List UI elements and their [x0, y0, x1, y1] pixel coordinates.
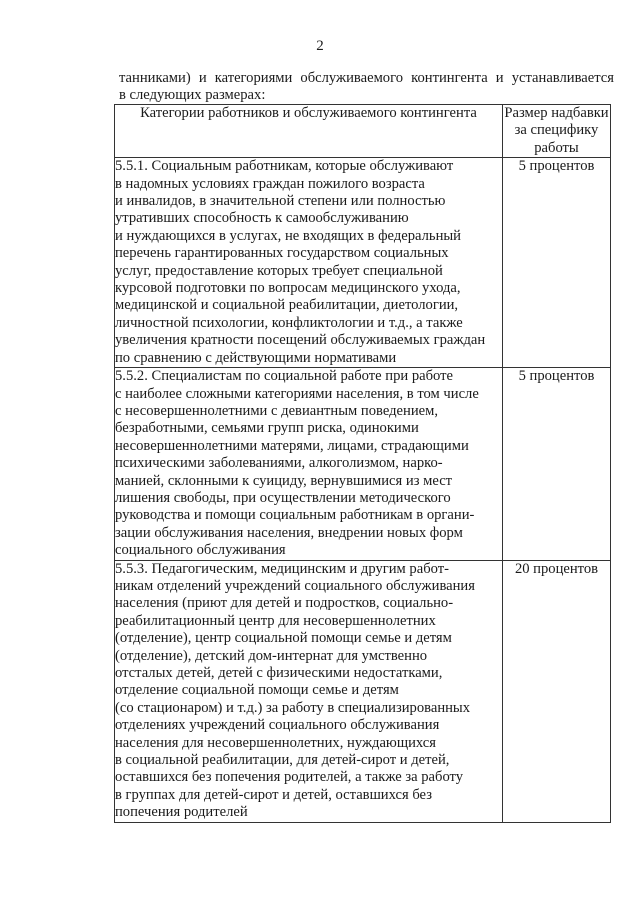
category-line: личностной психологии, конфликтологии и т.д., а также — [115, 314, 463, 331]
category-line: реабилитационный центр для несовершеннолетних — [115, 612, 436, 629]
category-line: перечень гарантированных государством социальных — [115, 245, 449, 262]
category-line: несовершеннолетними матерями, лицами, страдающими — [115, 437, 469, 454]
amount-cell: 5 процентов — [503, 158, 611, 368]
header-amount-line: работы — [534, 139, 579, 156]
category-line: населения для несовершеннолетних, нуждающихся — [115, 734, 436, 751]
header-amount-line: за специфику — [514, 122, 599, 139]
table-header-row — [115, 105, 611, 158]
category-line: попечения родителей — [115, 804, 248, 821]
category-line: отсталых детей, детей с физическими недостатками, — [115, 665, 443, 681]
category-line: в социальной реабилитации, для детей-сирот и детей, — [115, 752, 450, 769]
table-body — [115, 158, 611, 822]
intro-line-2: в следующих размерах: — [119, 87, 266, 103]
category-line: и инвалидов, в значительной степени или полностью — [115, 193, 446, 210]
amount-cell: 20 процентов — [503, 560, 611, 822]
category-line: в надомных условиях граждан пожилого возраста — [115, 175, 425, 192]
category-line: зации обслуживания населения, внедрении новых форм — [115, 524, 463, 541]
category-line: (отделение), центр социальной помощи семье и детям — [115, 630, 452, 647]
category-cell — [115, 560, 503, 822]
category-line: по сравнению с действующими нормативами — [115, 349, 397, 366]
category-line: увеличения кратности посещений обслуживаемых граждан — [115, 332, 486, 349]
allowance-table — [114, 104, 611, 823]
category-line: никам отделений учреждений социального обслуживания — [115, 577, 475, 594]
header-amount-line: Размер надбавки — [504, 105, 609, 121]
category-line: отделениях учреждений социального обслуживания — [115, 717, 440, 734]
category-line: 5.5.3. Педагогическим, медицинским и другим работ- — [115, 560, 449, 577]
header-amount — [503, 105, 611, 158]
category-line: манией, склонными к суициду, вернувшимися из мест — [115, 472, 453, 489]
category-line: 5.5.2. Специалистам по социальной работе при работе — [115, 368, 454, 385]
category-line: с наиболее сложными категориями населения, в том числе — [115, 385, 479, 402]
category-line: отделение социальной помощи семье и детям — [115, 682, 399, 699]
category-line: с несовершеннолетними с девиантным поведением, — [115, 402, 438, 419]
category-line: 5.5.1. Социальным работникам, которые обслуживают — [115, 158, 454, 175]
category-line: курсовой подготовки по вопросам медицинского ухода, — [115, 280, 461, 297]
category-line: утративших способность к самообслуживанию — [115, 210, 409, 227]
category-line: и нуждающихся в услугах, не входящих в федеральный — [115, 227, 461, 244]
category-line: безработными, семьями групп риска, одинокими — [115, 420, 419, 437]
category-line: оставшихся без попечения родителей, а также за работу — [115, 769, 464, 786]
category-line: (со стационаром) и т.д.) за работу в специализированных — [115, 699, 471, 716]
category-cell — [115, 368, 503, 560]
category-cell — [115, 158, 503, 368]
category-line: лишения свободы, при осуществлении методического — [115, 489, 451, 506]
amount-cell: 5 процентов — [503, 368, 611, 560]
header-category: Категории работников и обслуживаемого контингента — [115, 105, 503, 158]
category-line: (отделение), детский дом-интернат для умственно — [115, 647, 428, 664]
category-line: услуг, предоставление которых требует специальной — [115, 262, 443, 279]
page-number: 2 — [316, 38, 324, 54]
table-row — [115, 560, 611, 822]
table-row — [115, 158, 611, 368]
category-line: социального обслуживания — [115, 542, 286, 559]
category-line: населения (приют для детей и подростков, социально- — [115, 595, 454, 612]
category-line: медицинской и социальной реабилитации, диетологии, — [115, 297, 459, 314]
category-line: психическими заболеваниями, алкоголизмом, нарко- — [115, 455, 443, 472]
category-line: в группах для детей-сирот и детей, оставшихся без — [115, 786, 432, 803]
intro-line-1: танниками) и категориями обслуживаемого контингента и устанавливается — [119, 70, 614, 86]
intro-paragraph — [119, 70, 614, 104]
table-row — [115, 368, 611, 560]
category-line: руководства и помощи социальным работникам в органи- — [115, 507, 475, 524]
